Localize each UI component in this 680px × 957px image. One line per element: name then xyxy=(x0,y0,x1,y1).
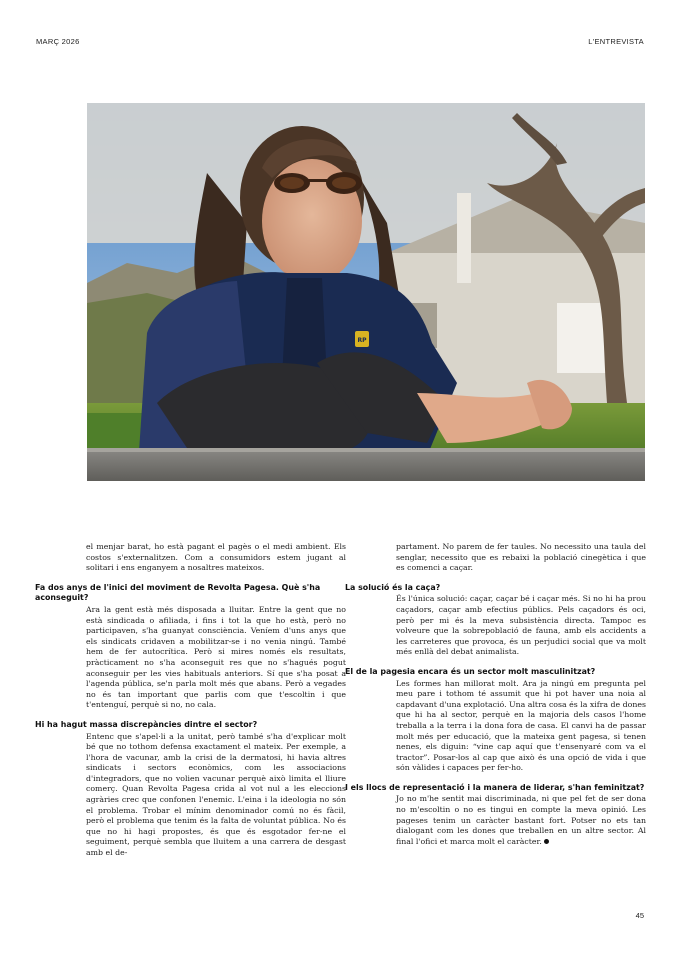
article-column-right xyxy=(345,542,646,847)
question-heading: I els llocs de representació i la manera de liderar, s'han feminitzat? xyxy=(345,782,645,792)
page-number: 45 xyxy=(635,911,644,920)
section-label: L'ENTREVISTA xyxy=(588,37,644,46)
issue-date: MARÇ 2026 xyxy=(36,37,80,46)
paragraph: partament. No parem de fer taules. No necessito una taula del senglar, necessito que es rebaixi la població cinegètica i que es comenci a caçar. xyxy=(396,542,646,573)
question-heading: Hi ha hagut massa discrepàncies dintre el sector? xyxy=(35,719,258,729)
article-column-left xyxy=(35,542,346,859)
question-heading: El de la pagesia encara és un sector molt masculinitzat? xyxy=(345,666,596,676)
answer-paragraph: És l'única solució: caçar, caçar bé i caçar més. Si no hi ha prou caçadors, caçar amb efectius públics. Pels caçadors és oci, però per mi és la meva subsistència directa. Tampoc es volveure que la sobrepoblació de fauna, amb els accidents a les carreteres que provoca, és un perjudici social que va molt més enllà del debat animalista. xyxy=(396,594,646,657)
end-of-article-mark xyxy=(544,839,549,844)
answer-paragraph-final xyxy=(396,794,646,847)
question-heading: Fa dos anys de l'inici del moviment de Revolta Pagesa. Què s'ha aconseguit? xyxy=(35,582,321,603)
question-heading: La solució és la caça? xyxy=(345,582,441,592)
answer-paragraph: Ara la gent està més disposada a lluitar. Entre la gent que no està sindicada o afiliada, i fins i tot la que ho està, però no participaven, s'ha guanyat consciència. Veníem d'uns anys que els sindicats cridaven a mobilitzar-se i no venia ningú. També hem de fer autocrítica. Però si mires només els resultats, pràcticament no s'ha aconseguit res que no s'hagués pogut aconseguir per les vies habituals anteriors. Sí que s'ha posat a l'agenda pública, se'n parla molt més que abans. Però a vegades no és tan important que parlis com que t'escoltin i que t'entenguí, perquè si no, no cala. xyxy=(86,604,346,710)
interview-photo xyxy=(87,103,645,481)
paragraph: el menjar barat, ho està pagant el pagès o el medi ambient. Els costos s'externalitzen. Com a consumidors estem jugant al solitari i ens enganyem a nosaltres mateixos. xyxy=(86,542,346,573)
photo-badge-text: RP xyxy=(357,337,367,344)
answer-paragraph: Entenc que s'apel·li a la unitat, però també s'ha d'explicar molt bé que no tothom defensa exactament el mateix. Per exemple, a l'hora de vacunar, amb la crisi de la dermatosi, hi havia altres sindicats i sectors econòmics, com les associacions d'integradors, que no volien vacunar perquè això limita el lliure comerç. Quan Revolta Pagesa crida al vot nul a les eleccions agràries crec que confonen l'enemic. L'eina i la ideologia no són el problema. Trobar el mínim denominador comú no és fàcil, però el problema que tenim és la falta de voluntat pública. No és que no hi hagi propostes, és que és esgotador fer-ne el seguiment, perquè sembla que lluitem a una carrera de desgast amb el de- xyxy=(86,731,346,858)
answer-paragraph: Les formes han millorat molt. Ara ja ningú em pregunta pel meu pare i tothom té assumit que hi pot haver una noia al capdavant d'una explotació. Una altra cosa és la xifra de dones que hi ha al sector, perquè en la majoria dels casos l'home treballa a la terra i la dona fora de casa. El canvi ha de passar molt més per educació, que la mateixa gent pagesa, si tenen nenes, els diguin: “vine cap aquí que t'ensenyaré com va el tractor”. Posar-los al cap que això és una opció de vida i que són vàlides i capaces per fer-ho. xyxy=(396,678,646,773)
final-answer-text: Jo no m'he sentit mai discriminada, ni que pel fet de ser dona no m'escoltin o no es tingui en compte la meva opinió. Les pageses tenim un caràcter bastant fort. Potser no ets tan dialogant com les dones que treballen en un altre sector. Al final l'ofici et marca molt el caràcter. xyxy=(396,794,646,846)
